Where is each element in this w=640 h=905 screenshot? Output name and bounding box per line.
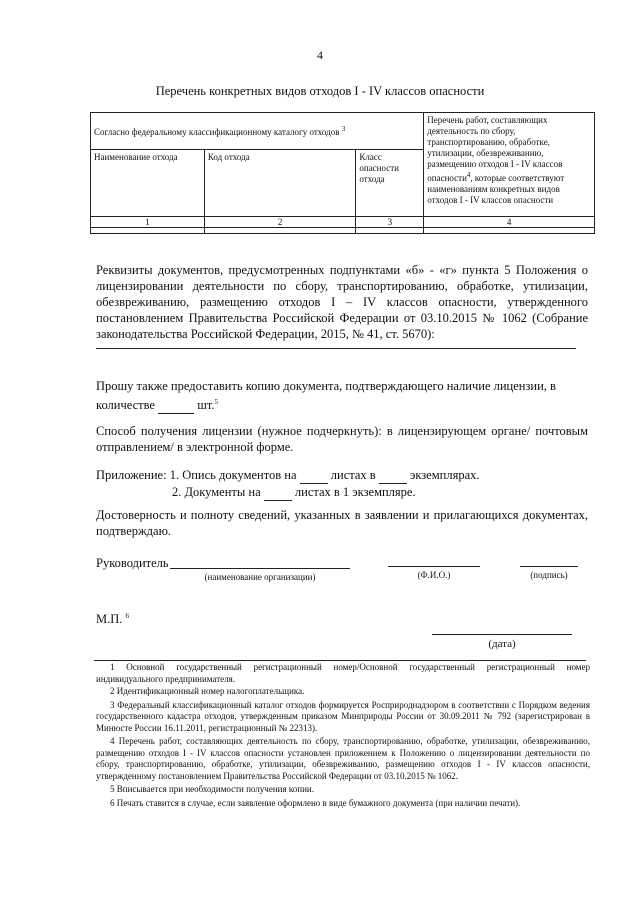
col-waste-code: Код отхода [204,150,356,217]
appendix-1-sheets-field[interactable] [300,467,328,484]
footnotes [96,662,590,809]
copy-quantity-unit: шт. [197,398,215,413]
requisites-fill-line[interactable] [96,348,576,349]
table-row [91,228,595,234]
requisites-text: Реквизиты документов, предусмотренных подпунктами «б» - «г» пункта 5 Положения о лицензировании деятельности по сбору, транспортированию, обработке, утилизации, обезвреживанию, размещению отходов I – IV классов опасности, утвержденного постановлением Правительства Российской Федерации от 03.10.2015 № 1062 (Собрание законодательства Российской Федерации, 2015, № 41, ст. 5670): [96,263,588,341]
col-waste-name: Наименование отхода [91,150,205,217]
col-number-2: 2 [204,217,356,228]
copy-request-line-2 [96,394,588,414]
works-header-tail: , которые соответствуют наименованиям конкретных видов отходов I - IV классов опасности [427,173,565,205]
appendix-item-1 [96,467,588,484]
stamp-label: М.П. [96,612,123,627]
signature-caption: (подпись) [530,570,568,580]
appendix-label: Приложение: [96,468,167,482]
col-number-3: 3 [356,217,424,228]
date-caption: (дата) [488,638,516,650]
col-hazard-class: Класс опасности отхода [356,150,424,217]
fio-caption: (Ф.И.О.) [417,570,451,580]
date-line[interactable] [432,634,572,635]
appendix-1-text-c: экземплярах. [409,468,480,482]
page-title: Перечень конкретных видов отходов I - IV классов опасности [155,84,485,98]
col-number-4: 4 [424,217,595,228]
footnote-separator [94,660,586,661]
works-header-footnote-ref: 4 [466,171,471,179]
works-header: Перечень работ, составляющих деятельность по сбору, транспортированию, обработке, утилизации, обезвреживанию, размещению отходов I - IV классов опасности [427,115,563,183]
fio-line[interactable] [388,566,480,567]
footnote-3: 3 Федеральный классификационный каталог отходов формируется Росприроднадзором в соответствии с Порядком ведения государственного кадастра отходов, утвержденным приказом Минприроды России от 30.09.2011 № 792 (зарегистрирован в Минюсте России 16.11.2011, регистрационный № 22313). [96,699,590,733]
head-label: Руководитель [96,556,169,570]
copy-quantity-label: количестве [96,398,155,413]
appendix-2-text-b: листах в 1 экземпляре. [294,485,416,499]
footnote-5: 5 Вписывается при необходимости получения копии. [110,784,314,794]
copy-request-line-1: Прошу также предоставить копию документа, подтверждающего наличие лицензии, в [96,379,556,393]
copy-request [96,378,588,414]
catalog-header: Согласно федеральному классификационному каталогу отходов [94,127,340,137]
signature-line[interactable] [520,566,578,567]
stamp-footnote-ref: 6 [125,612,130,620]
catalog-header-footnote-ref: 3 [341,125,346,133]
waste-table [90,112,595,234]
footnote-6: 6 Печать ставится в случае, если заявление оформлено в виде бумажного документа (при наличии печати). [110,797,521,808]
works-header-cell [424,113,595,217]
footnote-1: 1 Основной государственный регистрационный номер/Основной государственный регистрационный номер индивидуального предпринимателя. [96,662,590,684]
stamp-place [96,612,129,627]
appendix-2-sheets-field[interactable] [264,484,292,501]
appendix-1-text-b: листах в [330,468,376,482]
catalog-header-cell [91,113,424,150]
footnote-2: 2 Идентификационный номер налогоплательщика. [110,686,305,696]
receipt-method: Способ получения лицензии (нужное подчеркнуть): в лицензирующем органе/ почтовым отправлением/ в электронной форме. [96,424,588,454]
appendix-2-text: 2. Документы на [172,485,261,499]
copy-request-footnote-ref: 5 [214,398,219,406]
appendix-1-text: 1. Опись документов на [169,468,297,482]
appendix-1-copies-field[interactable] [379,467,407,484]
confirmation-text: Достоверность и полноту сведений, указанных в заявлении и прилагающихся документах, подтверждаю. [96,508,588,538]
organization-caption: (наименование организации) [204,572,316,582]
copy-quantity-field[interactable] [158,397,194,414]
col-number-1: 1 [91,217,205,228]
page-number: 4 [317,48,323,62]
organization-name-line[interactable] [170,568,350,569]
appendix-item-2 [96,484,588,501]
footnote-4: 4 Перечень работ, составляющих деятельность по сбору, транспортированию, обработке, утилизации, обезвреживанию, размещению отходов I - IV классов опасности установлен приложением к Положению о лицензировании деятельности по сбору, транспортированию, обработке, утилизации, обезвреживанию, размещению отходов I - IV классов опасности, утвержденному постановлением Правительства Российской Федерации от 03.10.2015 № 1062. [96,736,590,781]
appendix-block [96,467,588,501]
